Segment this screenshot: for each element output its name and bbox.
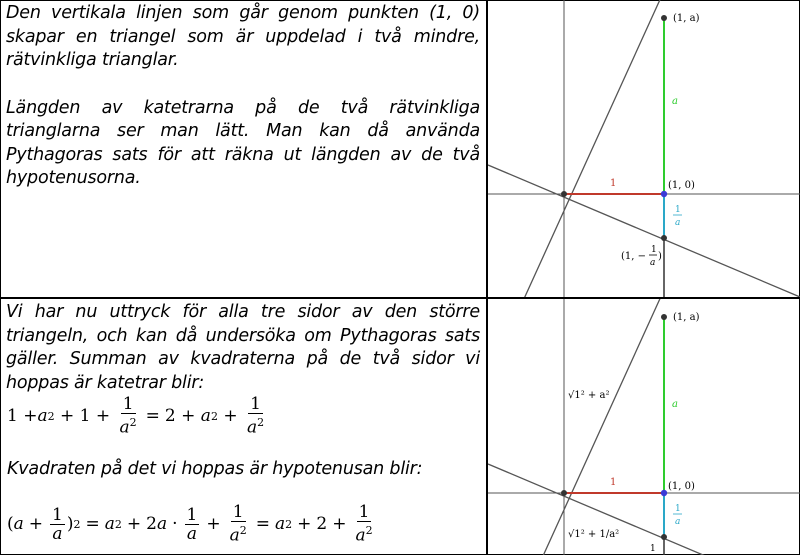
eq1-frac2-den-a: a: [247, 417, 258, 438]
eq1-frac1-num: 1: [122, 394, 134, 415]
graph-top-point-10: [661, 191, 667, 197]
eq2-frac4-den-sq: 2: [365, 524, 373, 538]
graph-bottom-point-1a: [661, 314, 667, 320]
eq2-frac4-den: [353, 522, 374, 545]
eq2-plus-2: +: [126, 514, 142, 534]
eq1-equals: =: [145, 406, 160, 426]
eq1-frac2-den: [245, 414, 266, 437]
eq2-sq: 2: [73, 517, 81, 531]
graph-top-point-1a: [661, 15, 667, 21]
eq2-fraction-3: [228, 503, 249, 545]
graph-bottom-label-1a: (1, a): [673, 312, 700, 323]
eq1-fraction-1: [118, 395, 139, 437]
graph-bottom-label-inv-num: 1: [675, 504, 681, 514]
equation-sum-of-squares: [7, 392, 268, 440]
graph-top-label-neg-den: a: [650, 258, 656, 268]
cell2-paragraph-1: Vi har nu uttryck för alla tre sidor av den större triangeln, och kan då undersöka om Pythagoras sats gäller. Summan av kvadraterna på de två sidor vi hoppas är katetrar blir:: [6, 302, 480, 393]
graph-bottom-label-inv-den: a: [675, 517, 681, 527]
graph-top-label-10: (1, 0): [668, 180, 695, 191]
graph-top-label-1a: (1, a): [673, 13, 700, 24]
eq1-frac2-den-sq: 2: [257, 416, 265, 430]
eq2-fraction-1: [50, 506, 65, 543]
eq2-frac4-num: 1: [358, 502, 370, 523]
eq2-fraction-4: [353, 503, 374, 545]
eq2-frac4-den-a: a: [355, 525, 366, 546]
eq2-sq-2: 2: [114, 517, 122, 531]
eq2-open: (: [7, 514, 14, 534]
graph-top-label-inv-den: a: [675, 218, 681, 228]
graph-top-label-neg-num: 1: [651, 245, 657, 255]
text-cell-1: [6, 2, 480, 191]
graph-top: [488, 0, 800, 297]
graph-bottom-label-sqrt1: √1² + a²: [568, 390, 610, 401]
cell1-paragraph-2: Längden av katetrarna på de två rätvinkliga trianglarna ser man lätt. Man kan då använda Pythagoras sats för att räkna ut längden av de två hypotenusorna.: [6, 97, 480, 188]
graph-bottom-label-10: (1, 0): [668, 481, 695, 492]
graph-bottom-line-slope-a: [488, 299, 681, 555]
eq2-equals-2: =: [255, 514, 270, 534]
eq2-frac3-den: [228, 522, 249, 545]
eq2-frac3-num: 1: [232, 502, 244, 523]
eq2-plus-4: +: [297, 514, 312, 534]
graph-top-label-a: a: [672, 96, 678, 107]
eq2-plus: +: [28, 514, 44, 534]
equation-hypotenuse-square: [7, 498, 377, 550]
eq1-a-2: a: [200, 406, 211, 426]
eq2-frac2-num: 1: [186, 504, 198, 525]
graph-top-label-neg-prefix: (1, −: [621, 251, 646, 262]
eq1-frac2-num: 1: [250, 394, 261, 415]
graph-bottom: [488, 299, 800, 555]
eq1-term-1: 1 +: [7, 406, 38, 426]
graph-bottom-point-10: [661, 490, 667, 496]
eq1-term-2: + 1 +: [54, 406, 116, 426]
graph-top-label-inv-num: 1: [675, 205, 681, 215]
graph-top-line-slope-a: [488, 0, 681, 297]
graph-top-point-neg: [661, 235, 667, 241]
eq2-frac3-den-sq: 2: [239, 524, 247, 538]
eq1-sq: 2: [47, 409, 55, 423]
graph-bottom-label-1: 1: [610, 477, 617, 488]
graph-top-line-slope-neg-inv-a: [488, 165, 800, 297]
eq2-frac1-den: a: [52, 523, 63, 544]
cell2-paragraph-2: Kvadraten på det vi hoppas är hypotenusan blir:: [7, 459, 423, 479]
eq1-frac1-den: [118, 414, 139, 437]
eq2-frac3-den-a: a: [229, 525, 240, 546]
eq2-two: 2: [146, 514, 157, 534]
graph-bottom-label-a: a: [672, 399, 678, 410]
eq2-cdot: ·: [172, 514, 178, 534]
eq2-a-3: a: [156, 514, 168, 534]
graph-top-label-neg-suffix: ): [658, 251, 662, 262]
graph-top-label-1: 1: [610, 178, 617, 189]
eq1-sq-2: 2: [210, 409, 218, 423]
graph-bottom-label-partial: 1: [650, 544, 656, 554]
eq1-a: a: [37, 406, 48, 426]
eq2-close: ): [66, 514, 74, 534]
eq1-term-3: 2 +: [164, 406, 201, 426]
eq2-a-4: a: [274, 514, 286, 534]
text-cell-2: [6, 301, 480, 395]
eq1-term-4: +: [217, 406, 243, 426]
eq2-equals-1: =: [85, 514, 100, 534]
eq2-frac1-num: 1: [52, 504, 63, 525]
graph-bottom-line-slope-neg-inv-a: [488, 464, 800, 555]
eq2-frac2-den: a: [186, 523, 197, 544]
eq2-plus-5: +: [332, 514, 347, 534]
eq1-frac1-den-sq: 2: [129, 416, 137, 430]
eq2-a: a: [13, 514, 24, 534]
eq2-plus-3: +: [206, 514, 221, 534]
eq1-fraction-2: [245, 395, 266, 437]
graph-bottom-point-origin: [561, 490, 567, 496]
eq2-a-2: a: [104, 514, 115, 534]
eq2-two-2: 2: [316, 514, 328, 534]
graph-bottom-point-neg: [661, 534, 667, 540]
eq1-frac1-den-a: a: [119, 417, 130, 438]
graph-top-point-origin: [561, 191, 567, 197]
cell1-paragraph-1: Den vertikala linjen som går genom punkten (1, 0) skapar en triangel som är uppdelad i två mindre, rätvinkliga trianglar.: [6, 3, 480, 70]
eq2-sq-3: 2: [285, 517, 293, 531]
graph-bottom-label-sqrt2: √1² + 1/a²: [568, 529, 620, 540]
eq2-fraction-2: [185, 506, 200, 543]
